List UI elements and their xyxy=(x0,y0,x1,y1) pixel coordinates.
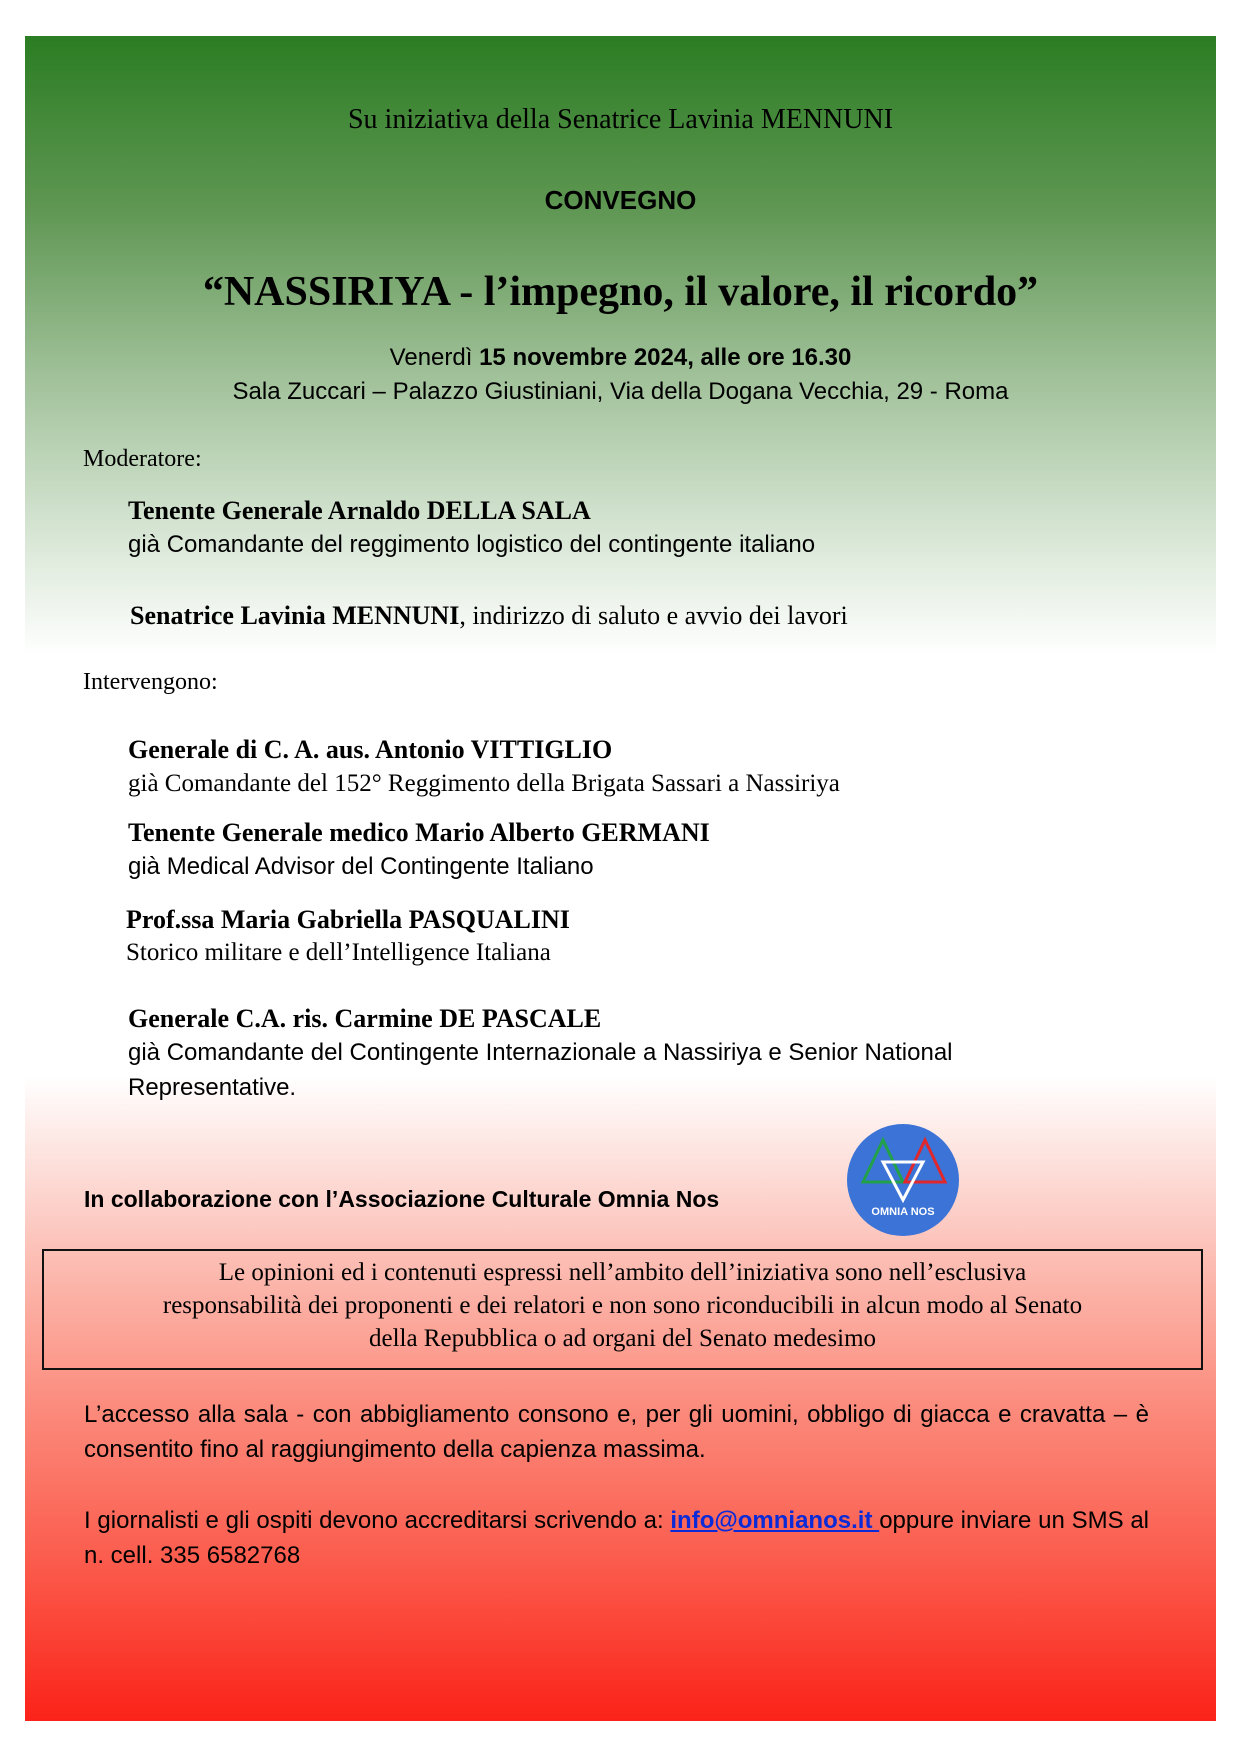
greeting-name: Senatrice Lavinia MENNUNI xyxy=(130,601,460,630)
speakers-label: Intervengono: xyxy=(83,669,218,695)
logo-text: OMNIA NOS xyxy=(871,1206,935,1218)
event-date xyxy=(0,344,1241,372)
accreditation-prefix: I giornalisti e gli ospiti devono accreditarsi scrivendo a: xyxy=(84,1507,671,1534)
speaker-role: già Comandante del Contingente Internazionale a Nassiriya e Senior National xyxy=(128,1039,953,1066)
greeting-text: , indirizzo di saluto e avvio dei lavori xyxy=(459,601,848,630)
event-title: “NASSIRIYA - l’impegno, il valore, il ricordo” xyxy=(202,269,1039,315)
disclaimer-line: della Repubblica o ad organi del Senato medesimo xyxy=(368,1325,877,1352)
speaker-name: Generale di C. A. aus. Antonio VITTIGLIO xyxy=(128,735,613,764)
speaker-role: Representative. xyxy=(128,1074,297,1101)
speaker-role: già Medical Advisor del Contingente Italiano xyxy=(128,853,594,880)
disclaimer-line: Le opinioni ed i contenuti espressi nell’ambito dell’iniziativa sono nell’esclusiva xyxy=(218,1259,1027,1286)
event-type: CONVEGNO xyxy=(544,185,697,215)
moderator-name: Tenente Generale Arnaldo DELLA SALA xyxy=(128,496,591,525)
disclaimer-box xyxy=(42,1249,1203,1370)
omnia-nos-logo xyxy=(845,1122,961,1238)
speaker-role: Storico militare e dell’Intelligence Italiana xyxy=(126,939,551,966)
accreditation-note xyxy=(84,1503,1149,1573)
speaker-name: Prof.ssa Maria Gabriella PASQUALINI xyxy=(126,905,570,934)
date-prefix: Venerdì xyxy=(389,344,480,371)
initiative-line: Su iniziativa della Senatrice Lavinia MENNUNI xyxy=(347,104,894,135)
moderator-label: Moderatore: xyxy=(83,446,202,472)
speaker-role: già Comandante del 152° Reggimento della Brigata Sassari a Nassiriya xyxy=(128,770,840,797)
disclaimer-line: responsabilità dei proponenti e dei relatori e non sono riconducibili in alcun modo al Senato xyxy=(162,1292,1083,1319)
accreditation-suffix: oppure inviare un SMS al n. cell. 335 6582768 xyxy=(84,1507,1150,1569)
speaker-name: Tenente Generale medico Mario Alberto GERMANI xyxy=(128,818,710,847)
access-note: L’accesso alla sala - con abbigliamento consono e, per gli uomini, obbligo di giacca e cravatta – è consentito fino al raggiungimento della capienza massima. xyxy=(84,1401,1149,1463)
greeting-line xyxy=(130,601,848,631)
speaker-name: Generale C.A. ris. Carmine DE PASCALE xyxy=(128,1004,602,1033)
date-bold: 15 novembre 2024, alle ore 16.30 xyxy=(479,344,852,371)
omnia-nos-logo-icon xyxy=(845,1122,961,1238)
email-link[interactable]: info@omnianos.it xyxy=(670,1507,880,1534)
moderator-role: già Comandante del reggimento logistico del contingente italiano xyxy=(128,531,816,558)
collaboration-note: In collaborazione con l’Associazione Culturale Omnia Nos xyxy=(84,1186,720,1212)
event-venue: Sala Zuccari – Palazzo Giustiniani, Via della Dogana Vecchia, 29 - Roma xyxy=(232,378,1009,405)
